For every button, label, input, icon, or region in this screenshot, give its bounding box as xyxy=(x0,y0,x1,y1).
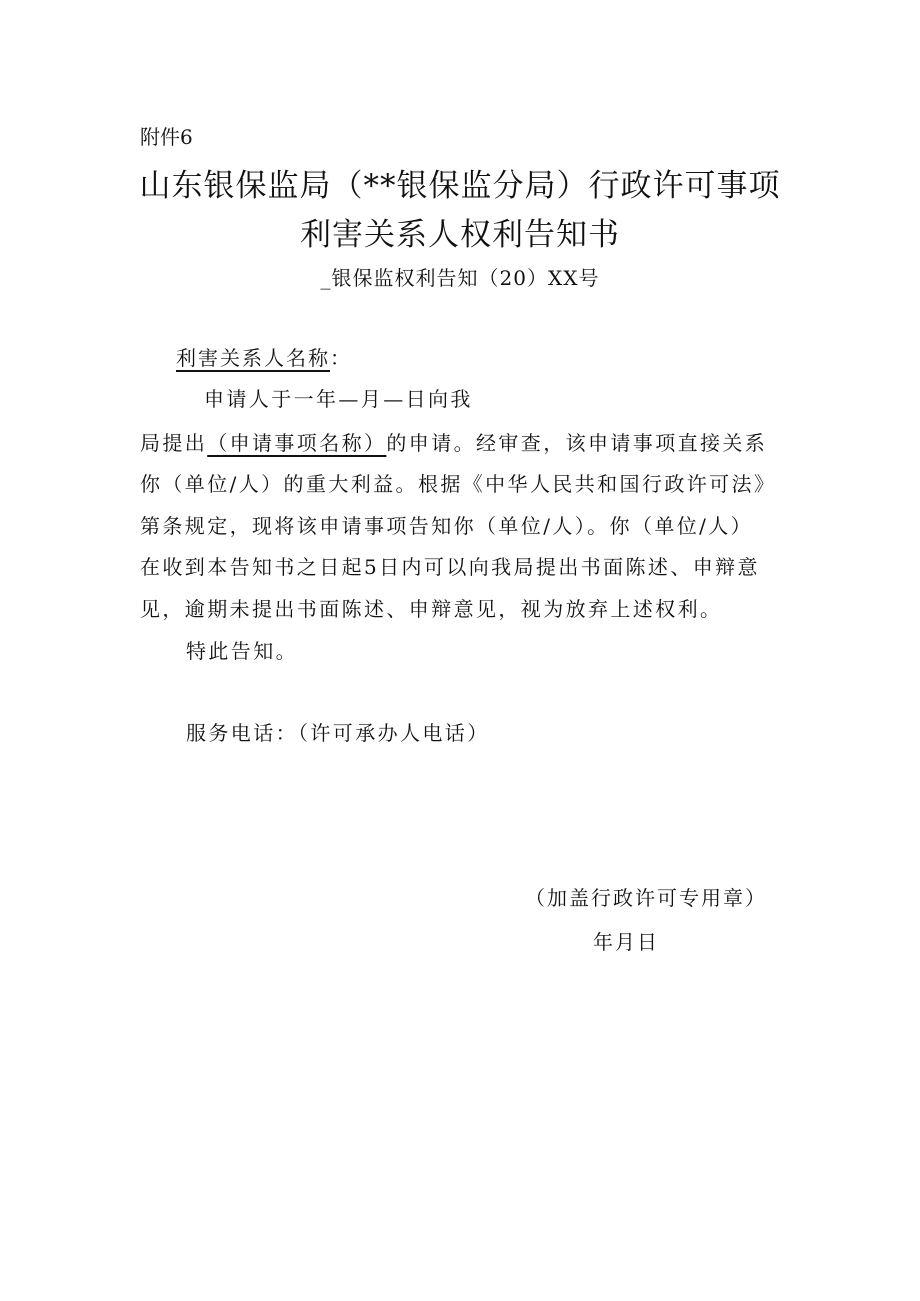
addressee-colon: ： xyxy=(330,346,352,370)
application-item-name: （申请事项名称） xyxy=(207,431,387,455)
document-title-line-1: 山东银保监局（**银保监分局）行政许可事项 xyxy=(139,168,781,204)
addressee-line xyxy=(176,342,352,371)
seal-note: （加盖行政许可专用章） xyxy=(525,886,767,910)
body-line-2-suffix: 的申请。经审查，该申请事项直接关系 xyxy=(386,431,768,455)
attachment-label: 附件6 xyxy=(140,125,193,149)
service-phone: 服务电话：（许可承办人电话） xyxy=(186,721,490,745)
body-line-2 xyxy=(140,427,767,456)
body-line-1: 申请人于一年—月—日向我 xyxy=(204,387,473,411)
body-line-2-prefix: 局提出 xyxy=(140,431,208,455)
document-title-line-2: 利害关系人权利告知书 xyxy=(300,217,620,253)
addressee-label: 利害关系人名称 xyxy=(176,346,330,370)
body-line-5: 在收到本告知书之日起5日内可以向我局提出书面陈述、申辩意 xyxy=(140,555,760,579)
body-line-3: 你（单位/人）的重大利益。根据《中华人民共和国行政许可法》 xyxy=(140,472,777,496)
body-line-6: 见，逾期未提出书面陈述、申辩意见，视为放弃上述权利。 xyxy=(140,597,723,621)
document-number: _银保监权利告知（20）XX号 xyxy=(320,266,600,290)
date-line: 年月日 xyxy=(593,930,659,954)
body-line-4: 第条规定，现将该申请事项告知你（单位/人）。你（单位/人） xyxy=(140,514,754,538)
closing-line: 特此告知。 xyxy=(186,639,298,663)
